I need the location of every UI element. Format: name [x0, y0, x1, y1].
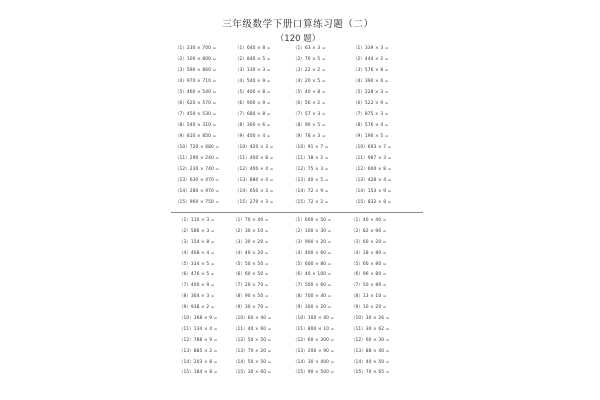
problem-item: （7）875 × 3 = [353, 112, 389, 117]
problem-item: （4）40 × 20 = [233, 250, 269, 256]
problem-item: （1）230 × 700 = [175, 46, 217, 51]
problem-item: （6）96 × 80 = [351, 272, 387, 278]
problem-item: （7）680 × 8 = [235, 112, 271, 117]
problem-column [175, 43, 235, 208]
problem-item: （2）30 × 10 = [233, 228, 269, 234]
problem-item: （8）90 × 5 = [293, 123, 326, 128]
problem-item: （12）600 × 8 = [353, 167, 392, 172]
problem-item: （11）400 × 8 = [235, 156, 274, 161]
problem-item: （4）390 × 6 = [353, 79, 389, 84]
problem-column [351, 216, 411, 379]
problem-item: （7）400 × 9 = [179, 283, 215, 289]
problem-item: （7）450 × 530 = [175, 112, 217, 117]
problem-item: （10）720 × 680 = [175, 145, 220, 150]
problem-item: （10）368 × 9 = [179, 316, 218, 322]
problem-item: （10）420 × 3 = [235, 145, 274, 150]
problem-item: （6）620 × 570 = [175, 101, 217, 106]
problem-item: （5）400 × 8 = [235, 90, 271, 95]
problem-item: （9）300 × 20 = [293, 305, 332, 311]
problem-item: （14）30 × 400 = [293, 359, 335, 365]
problem-item: （5）460 × 540 = [175, 90, 217, 95]
problem-item: （8）700 × 40 = [293, 294, 332, 300]
problem-item: （12）400 × 4 = [235, 167, 274, 172]
problem-item: （14）40 × 50 = [351, 359, 390, 365]
problem-item: （1）63 × 3 = [293, 46, 326, 51]
problem-item: （7）50 × 86 = [351, 283, 387, 289]
problem-item: （6）56 × 2 = [293, 101, 326, 106]
problem-item: （3）22 × 2 = [293, 68, 326, 73]
problem-item: （1）110 × 3 = [179, 218, 215, 223]
problem-item: （14）650 × 3 = [235, 189, 274, 194]
problem-item: （3）154 × 8 = [179, 239, 215, 245]
problem-column [233, 216, 293, 379]
problem-item: （9）938 × 2 = [179, 305, 215, 311]
problem-item: （2）444 × 2 = [353, 57, 389, 62]
problem-item: （14）280 × 970 = [175, 189, 220, 194]
problem-item: （3）30 × 20 = [233, 239, 269, 245]
problem-item: （9）400 × 4 = [235, 134, 271, 139]
problem-item: （8）13 × 10 = [351, 294, 387, 300]
problem-item: （11）290 × 240 = [175, 156, 220, 161]
problem-item: （13）885 × 2 = [179, 348, 218, 354]
problem-item: （14）50 × 50 = [233, 359, 272, 365]
problem-item: （14）153 × 9 = [353, 189, 392, 194]
worksheet-page [163, 12, 433, 396]
problem-item: （15）72 × 2 = [293, 200, 329, 205]
problem-item: （5）228 × 3 = [353, 90, 389, 95]
problem-item: （13）630 × 470 = [175, 178, 220, 183]
problem-item: （12）50 × 50 = [233, 337, 272, 343]
section-divider [171, 212, 423, 213]
problem-item: （3）130 × 3 = [235, 68, 271, 73]
problem-item: （11）18 × 2 = [293, 156, 329, 161]
problem-item: （10）693 × 7 = [353, 145, 392, 150]
problem-item: （7）500 × 60 = [293, 283, 332, 289]
problem-item: （15）30 × 60 = [233, 370, 272, 376]
problem-item: （10）100 × 40 = [293, 316, 335, 322]
problem-item: （8）540 × 310 = [175, 123, 217, 128]
problem-item: （8）576 × 4 = [353, 123, 389, 128]
problem-item: （1）339 × 3 = [353, 46, 389, 51]
problem-item: （15）270 × 3 = [235, 200, 274, 205]
problem-item: （2）100 × 30 = [293, 228, 332, 234]
problem-item: （4）540 × 9 = [235, 79, 271, 84]
problem-item: （12）60 × 30 = [351, 337, 390, 343]
problem-item: （4）400 × 60 = [293, 250, 332, 256]
problem-item: （9）30 × 70 = [233, 305, 269, 311]
problem-item: （13）880 × 4 = [235, 178, 274, 183]
problem-item: （4）18 × 80 = [351, 250, 387, 256]
problem-item: （2）840 × 5 = [235, 57, 271, 62]
problem-item: （9）810 × 850 = [175, 134, 217, 139]
problem-item: （5）40 × 8 = [293, 90, 326, 95]
problem-item: （2）586 × 3 = [179, 228, 215, 234]
problem-item: （6）40 × 100 = [293, 272, 332, 278]
problem-column [353, 43, 413, 208]
problem-item: （2）100 × 800 = [175, 57, 217, 62]
problem-item: （13）70 × 20 = [233, 348, 272, 354]
problem-item: （11）40 × 60 = [233, 326, 272, 332]
problem-item: （13）428 × 4 = [353, 178, 392, 183]
problem-item: （12）230 × 740 = [175, 167, 220, 172]
problem-item: （8）300 × 6 = [235, 123, 271, 128]
problem-item: （9）78 × 3 = [293, 134, 326, 139]
problem-item: （10）30 × 26 = [351, 316, 390, 322]
problem-item: （4）970 × 710 = [175, 79, 217, 84]
problem-item: （12）788 × 9 = [179, 337, 218, 343]
problem-item: （5）50 × 50 = [233, 261, 269, 267]
problem-item: （8）364 × 3 = [179, 294, 215, 300]
problem-item: （1）600 × 50 = [293, 218, 332, 223]
problem-item: （3）576 × 8 = [353, 68, 389, 73]
problem-item: （2）82 × 90 = [351, 228, 387, 234]
problem-item: （10）60 × 40 = [233, 316, 272, 322]
problem-item: （14）72 × 9 = [293, 189, 329, 194]
problem-column [293, 43, 353, 208]
problem-item: （14）203 × 8 = [179, 359, 218, 365]
problem-column [293, 216, 353, 379]
problem-item: （13）200 × 90 = [293, 348, 335, 354]
problem-item: （3）900 × 20 = [293, 239, 332, 245]
problem-item: （8）90 × 50 = [233, 294, 269, 300]
problem-item: （12）75 × 3 = [293, 167, 329, 172]
problem-item: （2）70 × 5 = [293, 57, 326, 62]
problem-item: （4）468 × 4 = [179, 250, 215, 256]
problem-item: （9）10 × 20 = [351, 305, 387, 311]
problem-item: （12）60 × 300 = [293, 337, 335, 343]
problem-item: （4）20 × 5 = [293, 79, 326, 84]
problem-item: （1）70 × 40 = [233, 218, 269, 223]
problem-item: （11）134 × 4 = [179, 326, 218, 332]
problem-item: （13）40 × 5 = [293, 178, 329, 183]
problem-item: （11）30 × 62 = [351, 326, 390, 332]
problem-column [235, 43, 295, 208]
problem-item: （6）476 × 5 = [179, 272, 215, 278]
problem-item: （10）91 × 7 = [293, 145, 329, 150]
page-title: 三年级数学下册口算练习题（二） [222, 19, 374, 30]
problem-item: （15）184 × 8 = [179, 370, 218, 376]
problem-item: （15）90 × 500 = [293, 370, 335, 376]
problem-item: （7）20 × 70 = [233, 283, 269, 289]
problem-item: （5）60 × 80 = [351, 261, 387, 267]
problem-item: （5）600 × 80 = [293, 261, 332, 267]
problem-item: （1）40 × 40 = [351, 218, 387, 223]
problem-item: （11）987 × 3 = [353, 156, 392, 161]
problem-item: （13）88 × 40 = [351, 348, 390, 354]
page-subtitle: （120 题） [275, 34, 321, 44]
problem-item: （6）522 × 9 = [353, 101, 389, 106]
problem-item: （3）590 × 860 = [175, 68, 217, 73]
problem-item: （15）832 × 8 = [353, 200, 392, 205]
problem-item: （7）57 × 3 = [293, 112, 326, 117]
problem-column [179, 216, 239, 379]
problem-item: （9）190 × 5 = [353, 134, 389, 139]
problem-item: （15）960 × 750 = [175, 200, 220, 205]
problem-item: （15）70 × 65 = [351, 370, 390, 376]
problem-item: （11）800 × 10 = [293, 326, 335, 332]
problem-item: （5）334 × 5 = [179, 261, 215, 267]
problem-item: （6）900 × 9 = [235, 101, 271, 106]
problem-item: （1）640 × 8 = [235, 46, 271, 51]
problem-item: （3）60 × 20 = [351, 239, 387, 245]
problem-item: （6）60 × 50 = [233, 272, 269, 278]
